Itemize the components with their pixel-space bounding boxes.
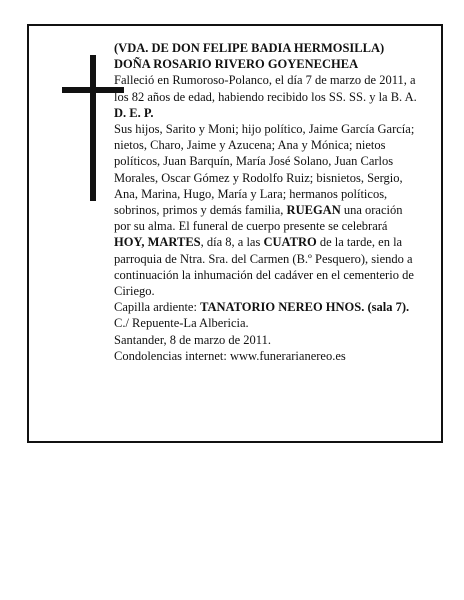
ruegan-word: RUEGAN	[286, 203, 341, 218]
dep-line: D. E. P.	[114, 105, 154, 120]
deceased-name: DOÑA ROSARIO RIVERO GOYENECHEA	[114, 57, 359, 72]
funeral-hour: CUATRO	[263, 235, 317, 250]
funeral-text-c: de la tarde, en la parroquia de Ntra. Sra. del Carmen (B.º Pesquero), siendo a continuación la inhumación del cadáver en el cementerio de Ciriego.	[114, 235, 414, 299]
funeral-text-a: una oración por su alma. El funeral de cuerpo presente se celebrará	[114, 203, 403, 234]
notice-text	[114, 40, 420, 364]
chapel-name: TANATORIO NEREO HNOS. (sala 7).	[200, 300, 410, 315]
condolences-line: Condolencias internet: www.funerarianereo.es	[114, 348, 346, 363]
funeral-day: HOY, MARTES	[114, 235, 201, 250]
death-info: Falleció en Rumoroso-Polanco, el día 7 de marzo de 2011, a los 82 años de edad, habiendo recibido los SS. SS. y la B. A.	[114, 73, 417, 104]
chapel-line	[114, 299, 420, 331]
funeral-text-b: , día 8, a las	[200, 235, 264, 250]
chapel-label: Capilla ardiente:	[114, 300, 201, 315]
widow-of-line: (VDA. DE DON FELIPE BADIA HERMOSILLA)	[114, 41, 385, 55]
obituary-notice	[27, 24, 443, 443]
family-list: Sus hijos, Sarito y Moni; hijo político, Jaime García García; nietos, Charo, Jaime y Azucena; Ana y Mónica; nietos políticos, Juan Barquín, María José Solano, Juan Carlos Morales, Oscar Gómez y Rodolfo Ruiz; bisnietos, Sergio, Ana, Marina, Hugo, María y Lara; hermanos políticos, sobrinos, primos y demás familia,	[114, 122, 415, 218]
chapel-address: C./ Repuente-La Albericia.	[114, 316, 249, 331]
family-paragraph	[114, 121, 420, 299]
place-date: Santander, 8 de marzo de 2011.	[114, 332, 271, 347]
